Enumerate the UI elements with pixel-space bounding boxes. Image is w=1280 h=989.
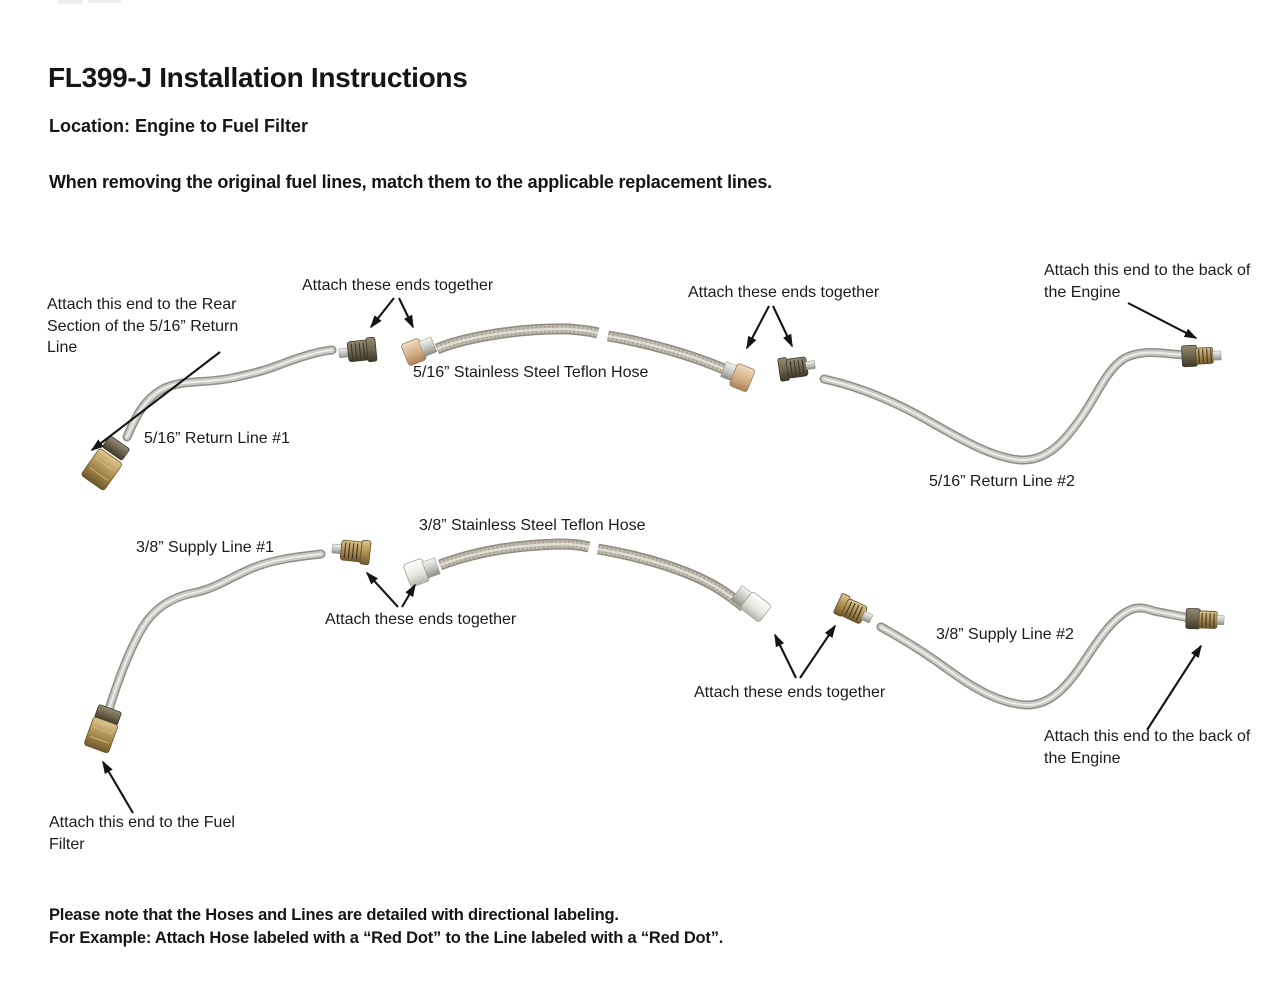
annotation-attach-fuel-filter: Attach this end to the Fuel Filter — [49, 814, 235, 853]
arrow-ends-1b — [399, 298, 413, 327]
hose-38-right-nut — [730, 584, 771, 623]
annotation-attach-ends-together-4: Attach these ends together — [694, 684, 886, 701]
label-return-line-1: 5/16” Return Line #1 — [144, 430, 290, 447]
return-line-2-end-fitting — [1181, 344, 1221, 367]
supply-line-1-end-fitting — [84, 704, 122, 753]
arrow-fuel-filter — [103, 762, 133, 813]
annotation-attach-ends-together-2: Attach these ends together — [688, 284, 880, 301]
arrow-ends-4a — [775, 635, 796, 678]
label-return-line-2: 5/16” Return Line #2 — [929, 473, 1075, 490]
top-edge-artifact — [57, 0, 121, 4]
location-line: Location: Engine to Fuel Filter — [49, 116, 308, 136]
arrow-ends-4b — [800, 626, 835, 678]
annotation-attach-ends-together-1: Attach these ends together — [302, 277, 494, 294]
arrow-engine-2 — [1147, 646, 1201, 730]
annotation-attach-ends-together-3: Attach these ends together — [325, 611, 517, 628]
union-fitting-516-right — [778, 354, 817, 382]
annotation-attach-back-of-engine-2: Attach this end to the back of the Engine — [1044, 728, 1251, 767]
arrow-ends-2b — [773, 306, 792, 346]
arrow-ends-2a — [747, 306, 769, 348]
supply-line-2-tube — [881, 608, 1189, 705]
annotation-attach-rear-section: Attach this end to the Rear Section of the 5/16” Return Line — [47, 296, 239, 356]
label-supply-line-2: 3/8” Supply Line #2 — [936, 626, 1074, 643]
arrow-ends-3b — [402, 585, 415, 607]
arrow-ends-1a — [371, 298, 394, 327]
return-line-2-tube — [824, 353, 1186, 461]
footnote-line-2: For Example: Attach Hose labeled with a “Red Dot” to the Line labeled with a “Red Dot”. — [49, 929, 724, 947]
hose-38-left-nut — [403, 554, 441, 587]
supply-line-2-end-fitting — [1186, 608, 1225, 629]
arrow-engine-1 — [1128, 303, 1196, 338]
label-hose-5-16: 5/16” Stainless Steel Teflon Hose — [413, 364, 649, 381]
return-line-1-tube — [127, 350, 332, 437]
label-supply-line-1: 3/8” Supply Line #1 — [136, 539, 274, 556]
page-title: FL399-J Installation Instructions — [48, 62, 468, 93]
label-hose-3-8: 3/8” Stainless Steel Teflon Hose — [419, 517, 646, 534]
arrow-ends-3a — [367, 573, 398, 607]
union-fitting-516-left — [338, 337, 377, 365]
supply-line-1-tube — [104, 554, 321, 721]
intro-line: When removing the original fuel lines, match them to the applicable replacement lines. — [49, 172, 772, 192]
hose-38-body — [440, 544, 744, 607]
union-fitting-38-left — [331, 537, 371, 565]
footnote-line-1: Please note that the Hoses and Lines are detailed with directional labeling. — [49, 906, 619, 924]
return-line-1-end-fitting — [81, 435, 130, 491]
union-fitting-38-right — [833, 593, 876, 629]
annotation-attach-back-of-engine-1: Attach this end to the back of the Engine — [1044, 262, 1251, 301]
